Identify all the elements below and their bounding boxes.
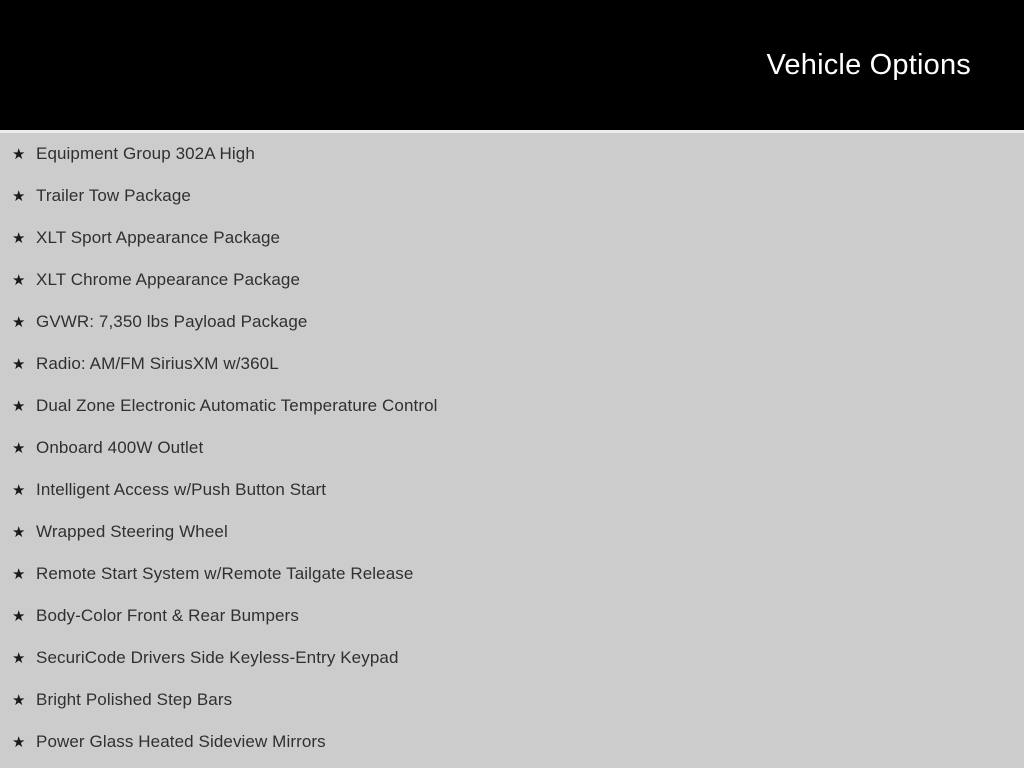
star-bullet-icon: ★ [12, 608, 26, 625]
header-bar [0, 0, 1024, 130]
option-label: GVWR: 7,350 lbs Payload Package [36, 312, 308, 331]
option-label: Trailer Tow Package [36, 186, 191, 205]
star-bullet-icon: ★ [12, 230, 26, 247]
star-bullet-icon: ★ [12, 356, 26, 373]
options-list-container [0, 133, 1024, 768]
star-bullet-icon: ★ [12, 566, 26, 583]
star-bullet-icon: ★ [12, 440, 26, 457]
star-bullet-icon: ★ [12, 146, 26, 163]
star-bullet-icon: ★ [12, 188, 26, 205]
option-label: XLT Sport Appearance Package [36, 228, 281, 247]
star-bullet-icon: ★ [12, 524, 26, 541]
option-label: Equipment Group 302A High [36, 144, 255, 163]
list-item [0, 259, 1024, 301]
star-bullet-icon: ★ [12, 272, 26, 289]
option-label: Power Glass Heated Sideview Mirrors [36, 732, 326, 751]
list-item [0, 343, 1024, 385]
list-item [0, 637, 1024, 679]
page-title: Vehicle Options [766, 48, 971, 81]
option-label: Intelligent Access w/Push Button Start [36, 480, 327, 499]
option-label: Body-Color Front & Rear Bumpers [36, 606, 299, 625]
option-label: Dual Zone Electronic Automatic Temperature Control [36, 396, 438, 415]
list-item [0, 595, 1024, 637]
option-label: Onboard 400W Outlet [36, 438, 204, 457]
options-list [0, 133, 1024, 763]
list-item [0, 511, 1024, 553]
option-label: Bright Polished Step Bars [36, 690, 233, 709]
star-bullet-icon: ★ [12, 398, 26, 415]
star-bullet-icon: ★ [12, 692, 26, 709]
list-item [0, 679, 1024, 721]
option-label: Radio: AM/FM SiriusXM w/360L [36, 354, 279, 373]
list-item [0, 721, 1024, 763]
option-label: XLT Chrome Appearance Package [36, 270, 301, 289]
list-item [0, 469, 1024, 511]
list-item [0, 301, 1024, 343]
list-item [0, 385, 1024, 427]
list-item [0, 427, 1024, 469]
list-item [0, 553, 1024, 595]
star-bullet-icon: ★ [12, 734, 26, 751]
star-bullet-icon: ★ [12, 482, 26, 499]
option-label: Remote Start System w/Remote Tailgate Release [36, 564, 414, 583]
option-label: SecuriCode Drivers Side Keyless-Entry Keypad [36, 648, 399, 667]
list-item [0, 217, 1024, 259]
star-bullet-icon: ★ [12, 650, 26, 667]
option-label: Wrapped Steering Wheel [36, 522, 228, 541]
list-item [0, 175, 1024, 217]
list-item [0, 133, 1024, 175]
star-bullet-icon: ★ [12, 314, 26, 331]
